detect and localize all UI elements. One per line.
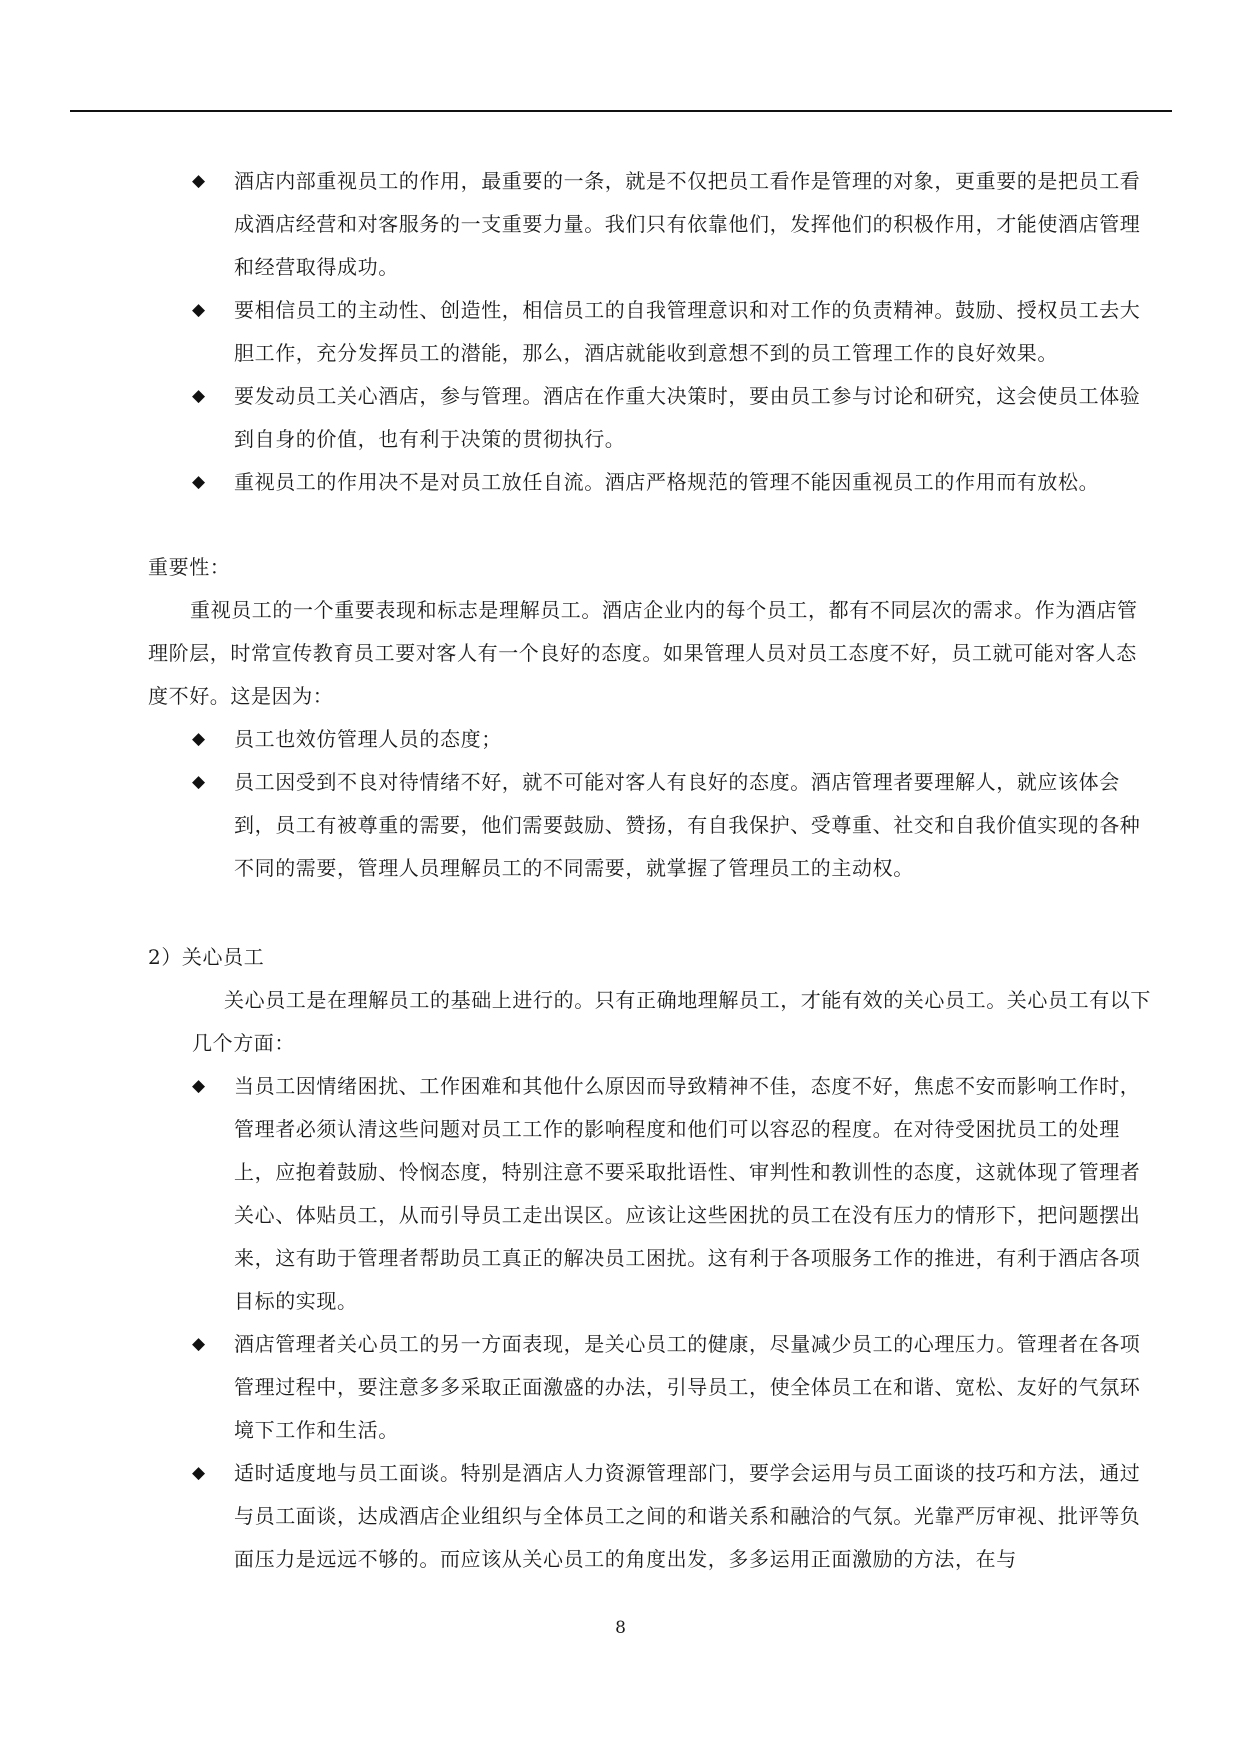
diamond-bullet-icon: ◆ xyxy=(192,1334,206,1354)
list-item-text: 当员工因情绪困扰、工作困难和其他什么原因而导致精神不佳，态度不好，焦虑不安而影响工作时，管理者必须认清这些问题对员工工作的影响程度和他们可以容忍的程度。在对待受困扰员工的处理上，应抱着鼓励、怜悯态度，特别注意不要采取批语性、审判性和教训性的态度，这就体现了管理者关心、体贴员工，从而引导员工走出误区。应该让这些困扰的员工在没有压力的情形下，把问题摆出来，这有助于管理者帮助员工真正的解决员工困扰。这有利于各项服务工作的推进，有利于酒店各项目标的实现。 xyxy=(234,1074,1141,1313)
list-item-text: 要发动员工关心酒店，参与管理。酒店在作重大决策时，要由员工参与讨论和研究，这会使员工体验到自身的价值，也有利于决策的贯彻执行。 xyxy=(234,384,1141,451)
care-paragraph: 关心员工是在理解员工的基础上进行的。只有正确地理解员工，才能有效的关心员工。关心员工有以下几个方面： xyxy=(192,988,1151,1055)
diamond-bullet-icon: ◆ xyxy=(192,1076,206,1096)
list-item-text: 员工因受到不良对待情绪不好，就不可能对客人有良好的态度。酒店管理者要理解人，就应该体会到，员工有被尊重的需要，他们需要鼓励、赞扬，有自我保护、受尊重、社交和自我价值实现的各种不同的需要，管理人员理解员工的不同需要，就掌握了管理员工的主动权。 xyxy=(234,770,1141,880)
list-item-text: 酒店内部重视员工的作用，最重要的一条，就是不仅把员工看作是管理的对象，更重要的是把员工看成酒店经营和对客服务的一支重要力量。我们只有依靠他们，发挥他们的积极作用，才能使酒店管理和经营取得成功。 xyxy=(234,169,1141,279)
importance-paragraph: 重视员工的一个重要表现和标志是理解员工。酒店企业内的每个员工，都有不同层次的需求。作为酒店管理阶层，时常宣传教育员工要对客人有一个良好的态度。如果管理人员对员工态度不好，员工就可能对客人态度不好。这是因为： xyxy=(148,598,1138,708)
list-item xyxy=(192,289,1152,375)
diamond-bullet-icon: ◆ xyxy=(192,472,206,492)
importance-heading: 重要性： xyxy=(148,555,231,579)
list-item xyxy=(192,1065,1152,1323)
list-item-text: 要相信员工的主动性、创造性，相信员工的自我管理意识和对工作的负责精神。鼓励、授权员工去大胆工作，充分发挥员工的潜能，那么，酒店就能收到意想不到的员工管理工作的良好效果。 xyxy=(234,298,1141,365)
list-item xyxy=(192,160,1152,289)
diamond-bullet-icon: ◆ xyxy=(192,1463,206,1483)
care-heading: 2）关心员工 xyxy=(148,945,265,969)
list-item xyxy=(192,1323,1152,1452)
list-item xyxy=(192,718,1152,761)
list-item-text: 重视员工的作用决不是对员工放任自流。酒店严格规范的管理不能因重视员工的作用而有放松。 xyxy=(234,470,1100,494)
list-item xyxy=(192,761,1152,890)
diamond-bullet-icon: ◆ xyxy=(192,300,206,320)
diamond-bullet-icon: ◆ xyxy=(192,386,206,406)
list-item xyxy=(192,1452,1152,1581)
diamond-bullet-icon: ◆ xyxy=(192,772,206,792)
bullet-list-care xyxy=(192,1065,1152,1581)
header-rule xyxy=(70,110,1172,112)
list-item xyxy=(192,461,1152,504)
list-item-text: 酒店管理者关心员工的另一方面表现，是关心员工的健康，尽量减少员工的心理压力。管理者在各项管理过程中，要注意多多采取正面激盛的办法，引导员工，使全体员工在和谐、宽松、友好的气氛环境下工作和生活。 xyxy=(234,1332,1141,1442)
diamond-bullet-icon: ◆ xyxy=(192,171,206,191)
diamond-bullet-icon: ◆ xyxy=(192,729,206,749)
bullet-list-importance xyxy=(192,718,1152,890)
list-item-text: 员工也效仿管理人员的态度； xyxy=(234,727,502,751)
bullet-list-staff-role xyxy=(192,160,1152,504)
page-number: 8 xyxy=(615,1618,626,1638)
list-item xyxy=(192,375,1152,461)
list-item-text: 适时适度地与员工面谈。特别是酒店人力资源管理部门，要学会运用与员工面谈的技巧和方法，通过与员工面谈，达成酒店企业组织与全体员工之间的和谐关系和融洽的气氛。光靠严厉审视、批评等负面压力是远远不够的。而应该从关心员工的角度出发，多多运用正面激励的方法，在与 xyxy=(234,1461,1141,1571)
